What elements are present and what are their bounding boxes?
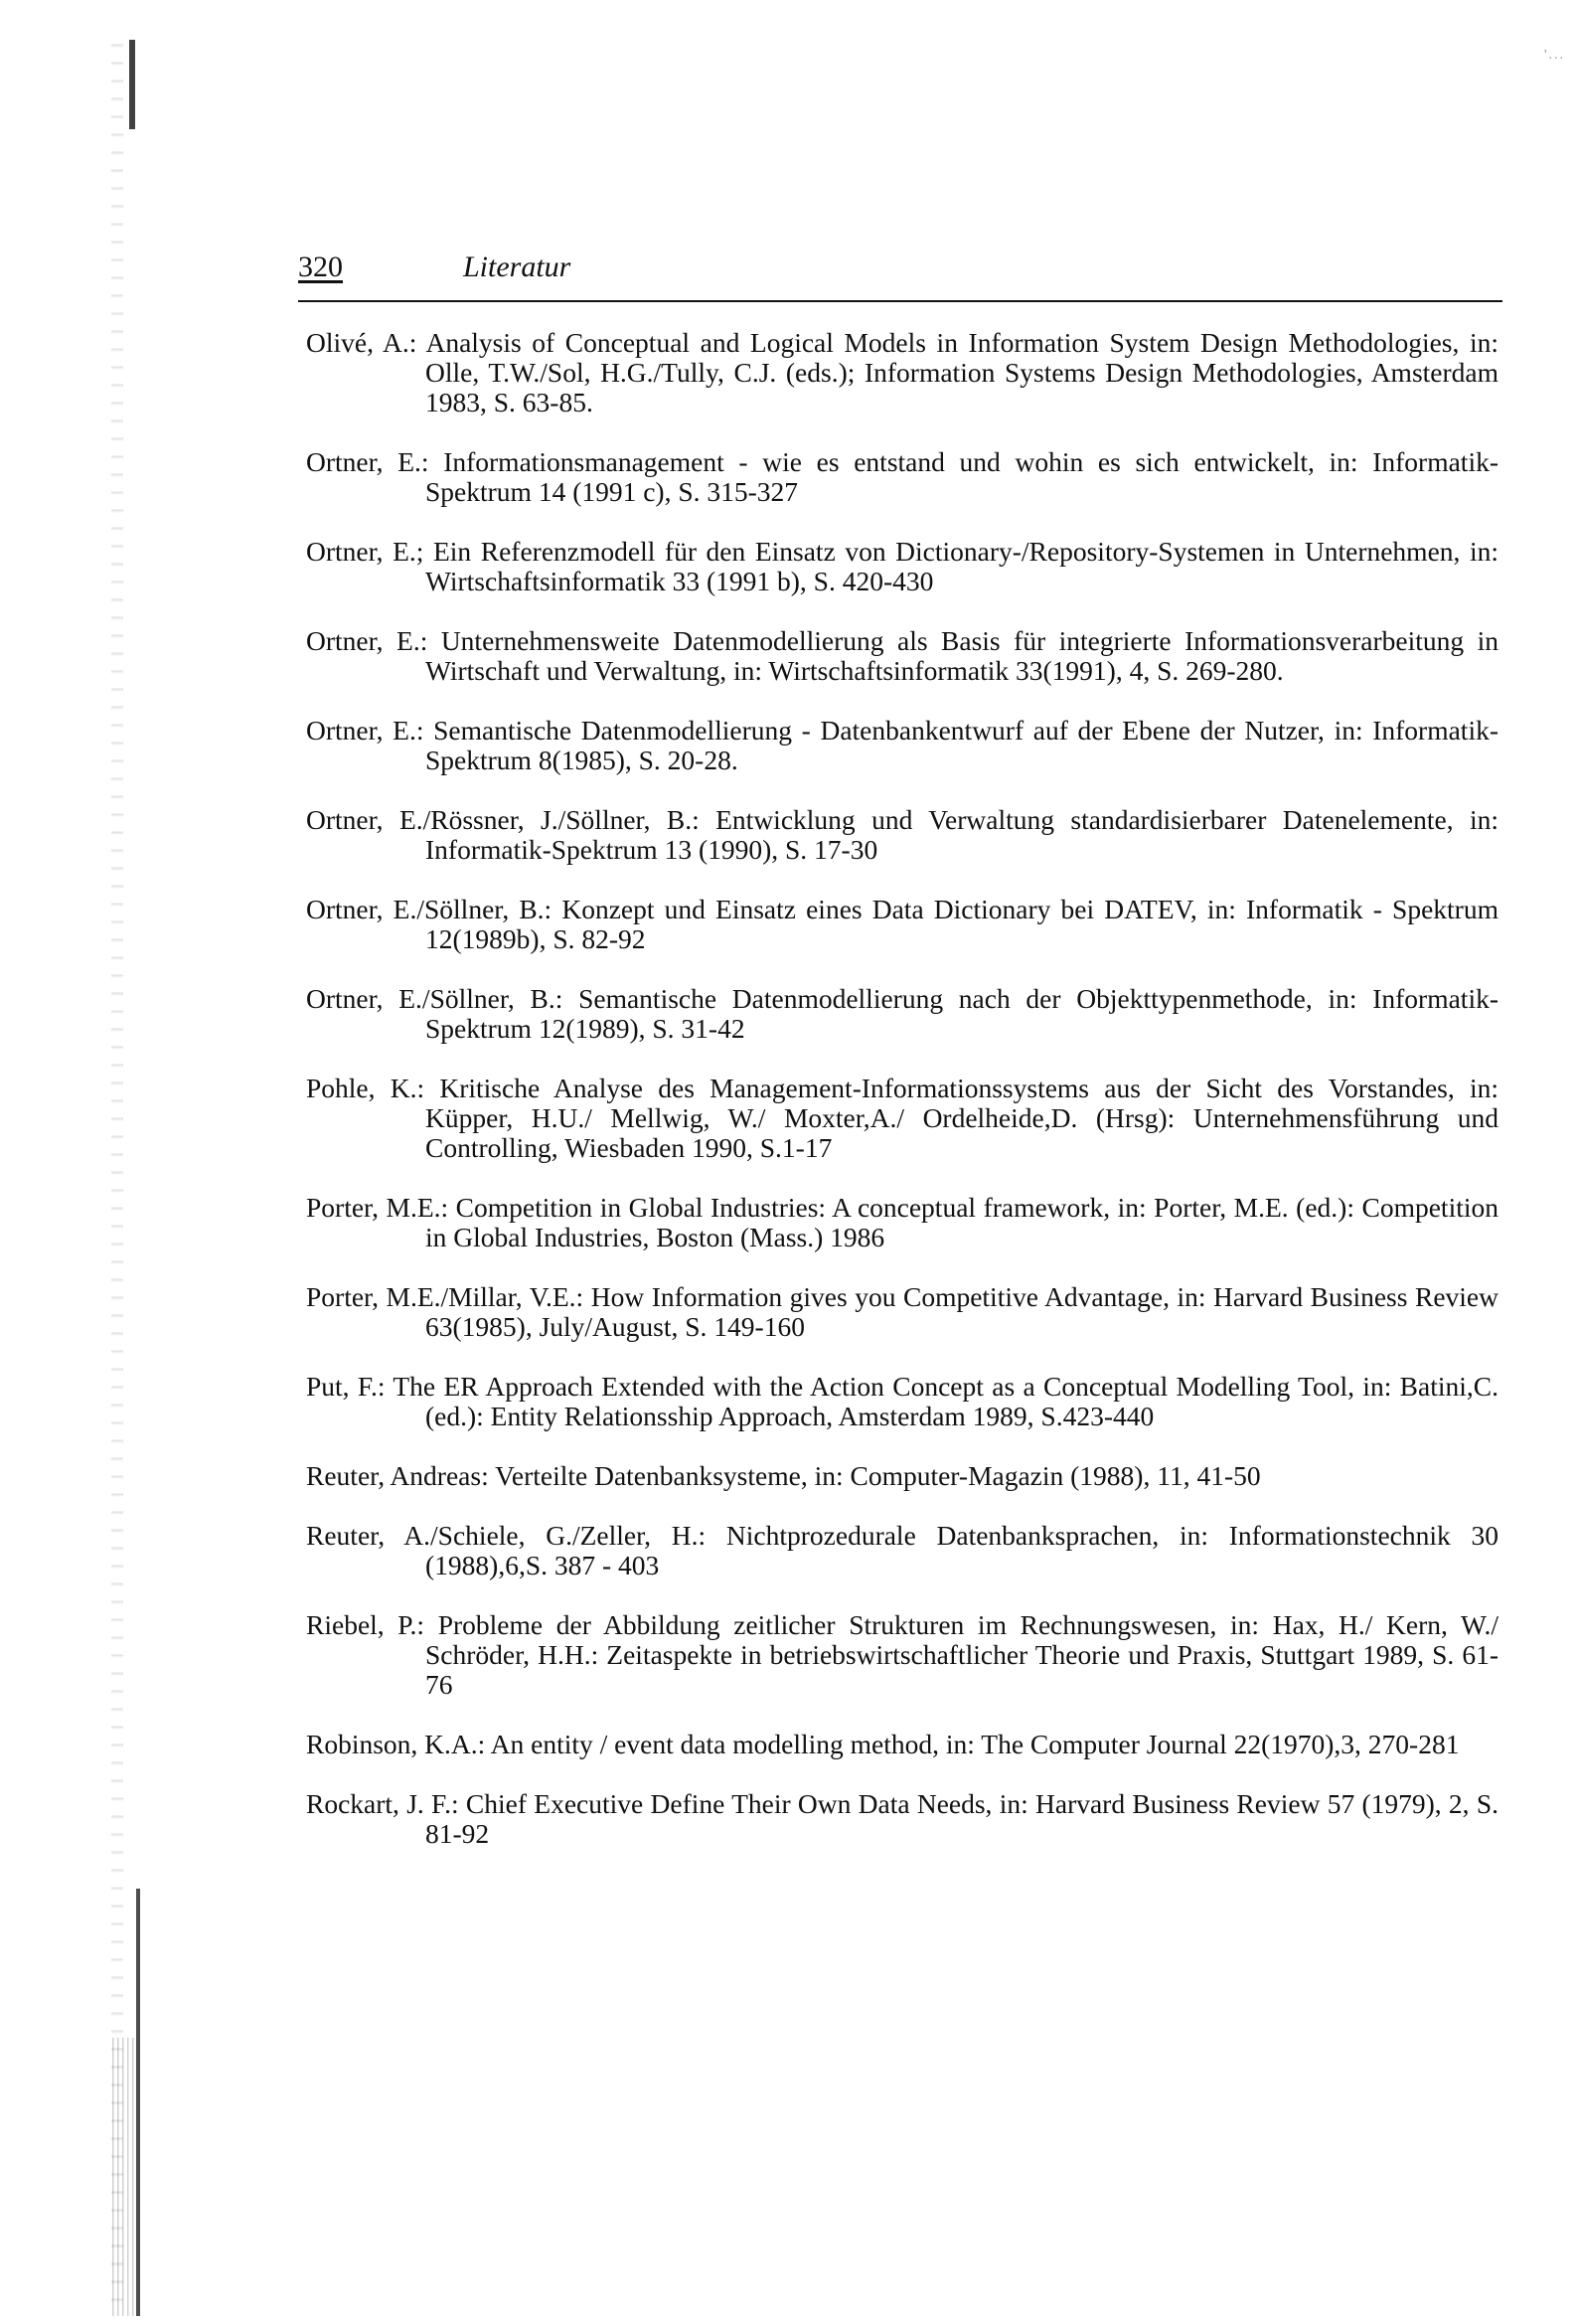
scan-artifact-bottom-noise [112, 2038, 136, 2316]
page-header [298, 250, 1502, 302]
running-head: Literatur [463, 250, 571, 283]
reference-entry: Reuter, A./Schiele, G./Zeller, H.: Nichtprozedurale Datenbanksprachen, in: Informationstechnik 30 (1988),6,S. 387 - 403 [306, 1520, 1498, 1580]
reference-entry: Put, F.: The ER Approach Extended with the Action Concept as a Conceptual Modelling Tool, in: Batini,C.(ed.): Entity Relationsship Approach, Amsterdam 1989, S.423-440 [306, 1371, 1498, 1431]
reference-entry: Porter, M.E.: Competition in Global Industries: A conceptual framework, in: Porter, M.E. (ed.): Competition in Global Industries, Boston (Mass.) 1986 [306, 1192, 1498, 1252]
reference-entry: Pohle, K.: Kritische Analyse des Management-Informationssystems aus der Sicht des Vorstandes, in: Küpper, H.U./ Mellwig, W./ Moxter,A./ Ordelheide,D. (Hrsg): Unternehmensführung und Controlling, Wiesbaden 1990, S.1-17 [306, 1073, 1498, 1163]
scan-artifact-binding-line [136, 1889, 140, 2316]
reference-entry: Ortner, E./Söllner, B.: Semantische Datenmodellierung nach der Objekttypenmethode, in: Informatik-Spektrum 12(1989), S. 31-42 [306, 983, 1498, 1044]
reference-entry: Ortner, E./Söllner, B.: Konzept und Einsatz eines Data Dictionary bei DATEV, in: Informatik - Spektrum 12(1989b), S. 82-92 [306, 894, 1498, 954]
reference-entry: Ortner, E.: Semantische Datenmodellierung - Datenbankentwurf auf der Ebene der Nutzer, in: Informatik-Spektrum 8(1985), S. 20-28. [306, 715, 1498, 775]
reference-entry: Olivé, A.: Analysis of Conceptual and Logical Models in Information System Design Methodologies, in: Olle, T.W./Sol, H.G./Tully, C.J. (eds.); Information Systems Design Methodologies, Amsterdam 1983, S. 63-85. [306, 327, 1498, 417]
reference-entry: Porter, M.E./Millar, V.E.: How Information gives you Competitive Advantage, in: Harvard Business Review 63(1985), July/August, S. 149-160 [306, 1281, 1498, 1342]
scan-artifact-top [129, 40, 135, 129]
reference-entry: Ortner, E./Rössner, J./Söllner, B.: Entwicklung und Verwaltung standardisierbarer Datenelemente, in: Informatik-Spektrum 13 (1990), S. 17-30 [306, 804, 1498, 865]
page-number: 320 [298, 250, 343, 283]
scan-artifact-left-edge [111, 30, 123, 2306]
reference-entry: Robinson, K.A.: An entity / event data modelling method, in: The Computer Journal 22(1970),3, 270-281 [306, 1729, 1460, 1759]
reference-entry: Ortner, E.; Ein Referenzmodell für den Einsatz von Dictionary-/Repository-Systemen in Unternehmen, in: Wirtschaftsinformatik 33 (1991 b), S. 420-430 [306, 536, 1498, 596]
reference-entry: Ortner, E.: Unternehmensweite Datenmodellierung als Basis für integrierte Informationsverarbeitung in Wirtschaft und Verwaltung, in: Wirtschaftsinformatik 33(1991), 4, S. 269-280. [306, 625, 1498, 686]
reference-list [306, 328, 1498, 1879]
reference-entry: Rockart, J. F.: Chief Executive Define Their Own Data Needs, in: Harvard Business Review 57 (1979), 2, S. 81-92 [306, 1788, 1498, 1849]
reference-entry: Riebel, P.: Probleme der Abbildung zeitlicher Strukturen im Rechnungswesen, in: Hax, H./ Kern, W./ Schröder, H.H.: Zeitaspekte in betriebswirtschaftlicher Theorie und Praxis, Stuttgart 1989, S. 61-76 [306, 1609, 1498, 1700]
reference-entry: Ortner, E.: Informationsmanagement - wie es entstand und wohin es sich entwickelt, in: Informatik-Spektrum 14 (1991 c), S. 315-327 [306, 446, 1498, 507]
reference-entry: Reuter, Andreas: Verteilte Datenbanksysteme, in: Computer-Magazin (1988), 11, 41-50 [306, 1460, 1261, 1491]
scan-corner-mark: '... [1543, 48, 1565, 63]
